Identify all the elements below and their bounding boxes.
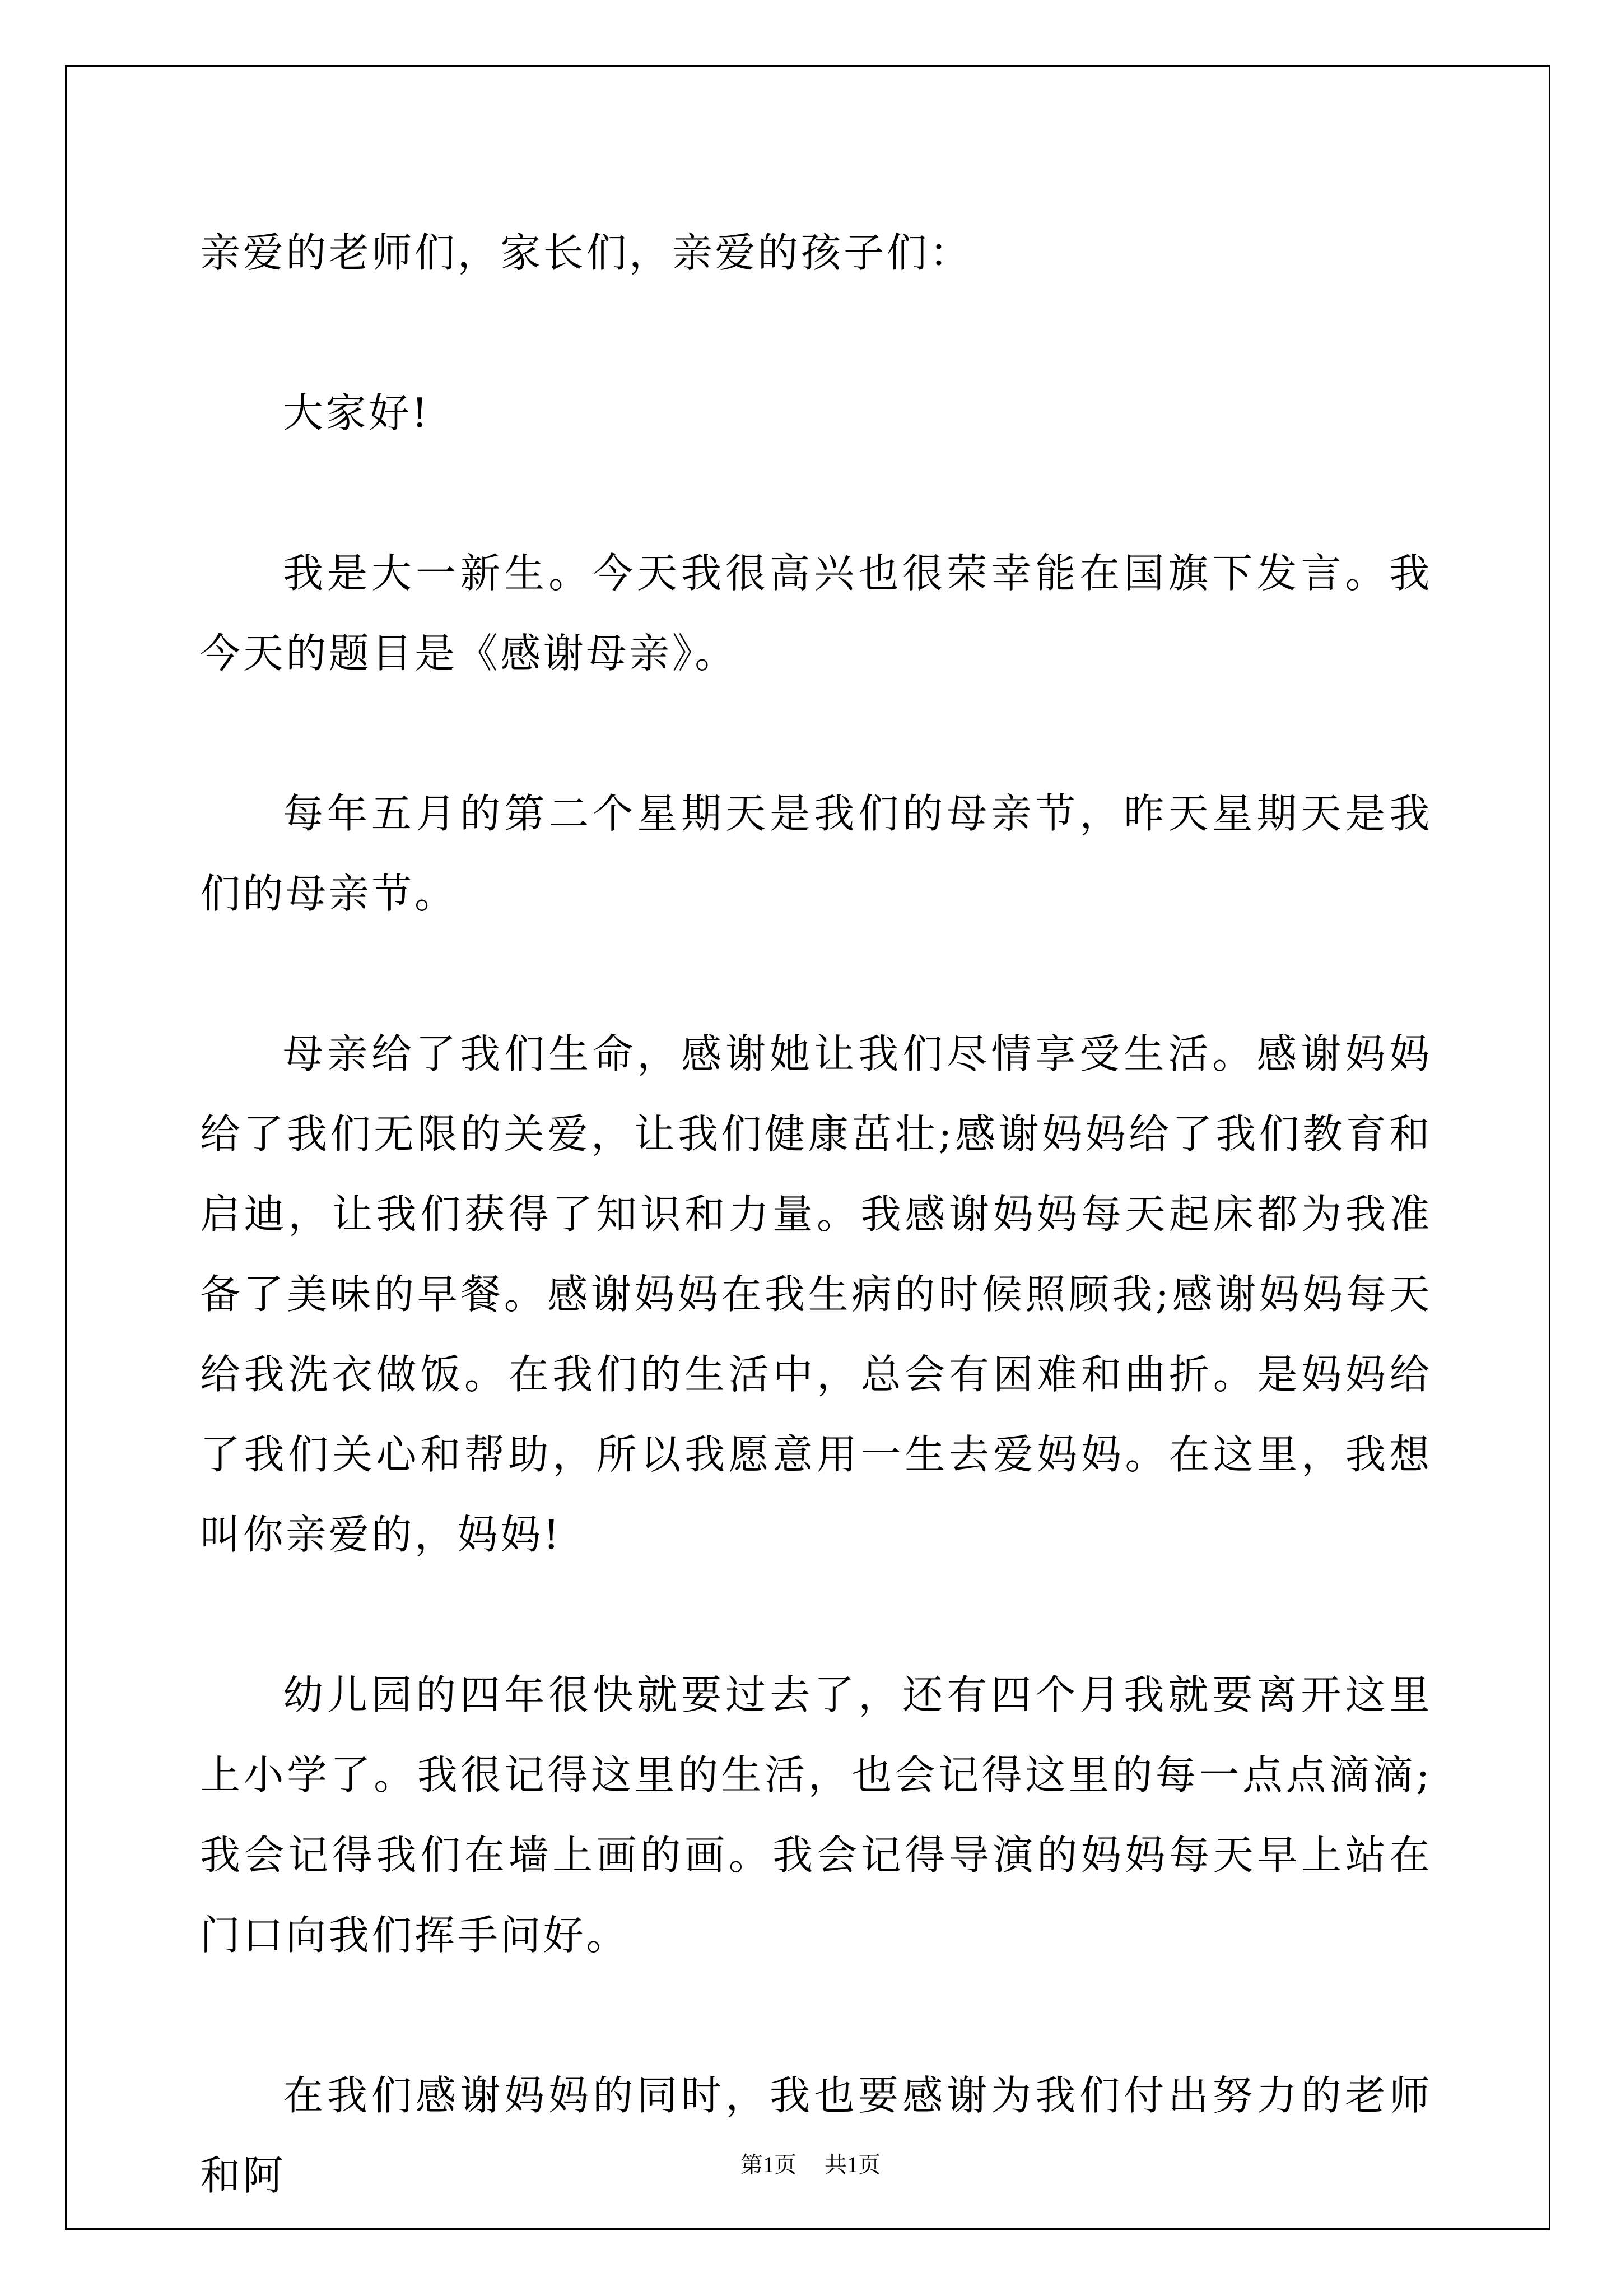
body-paragraph: 我是大一新生。今天我很高兴也很荣幸能在国旗下发言。我今天的题目是《感谢母亲》。	[200, 550, 1432, 677]
document-body	[200, 213, 1432, 2296]
page-total: 共1页	[825, 2152, 881, 2177]
body-paragraph: 幼儿园的四年很快就要过去了，还有四个月我就要离开这里上小学了。我很记得这里的生活，也会记得这里的每一点点滴滴;我会记得我们在墙上画的画。我会记得导演的妈妈每天早上站在门口向我们挥手问好。	[200, 1671, 1432, 1959]
page-number: 第1页	[740, 2152, 796, 2177]
body-paragraph: 母亲给了我们生命，感谢她让我们尽情享受生活。感谢妈妈给了我们无限的关爱，让我们健康茁壮;感谢妈妈给了我们教育和启迪，让我们获得了知识和力量。我感谢妈妈每天起床都为我准备了美味的早餐。感谢妈妈在我生病的时候照顾我;感谢妈妈每天给我洗衣做饭。在我们的生活中，总会有困难和曲折。是妈妈给了我们关心和帮助，所以我愿意用一生去爱妈妈。在这里，我想叫你亲爱的，妈妈!	[200, 1030, 1432, 1558]
greeting-paragraph: 大家好!	[283, 389, 431, 436]
body-paragraph: 每年五月的第二个星期天是我们的母亲节，昨天星期天是我们的母亲节。	[200, 790, 1432, 917]
salutation-paragraph: 亲爱的老师们，家长们，亲爱的孩子们：	[200, 229, 972, 276]
body-paragraph: 在我们感谢妈妈的同时，我也要感谢为我们付出努力的老师和阿	[200, 2072, 1432, 2199]
page-footer	[0, 2147, 1621, 2179]
